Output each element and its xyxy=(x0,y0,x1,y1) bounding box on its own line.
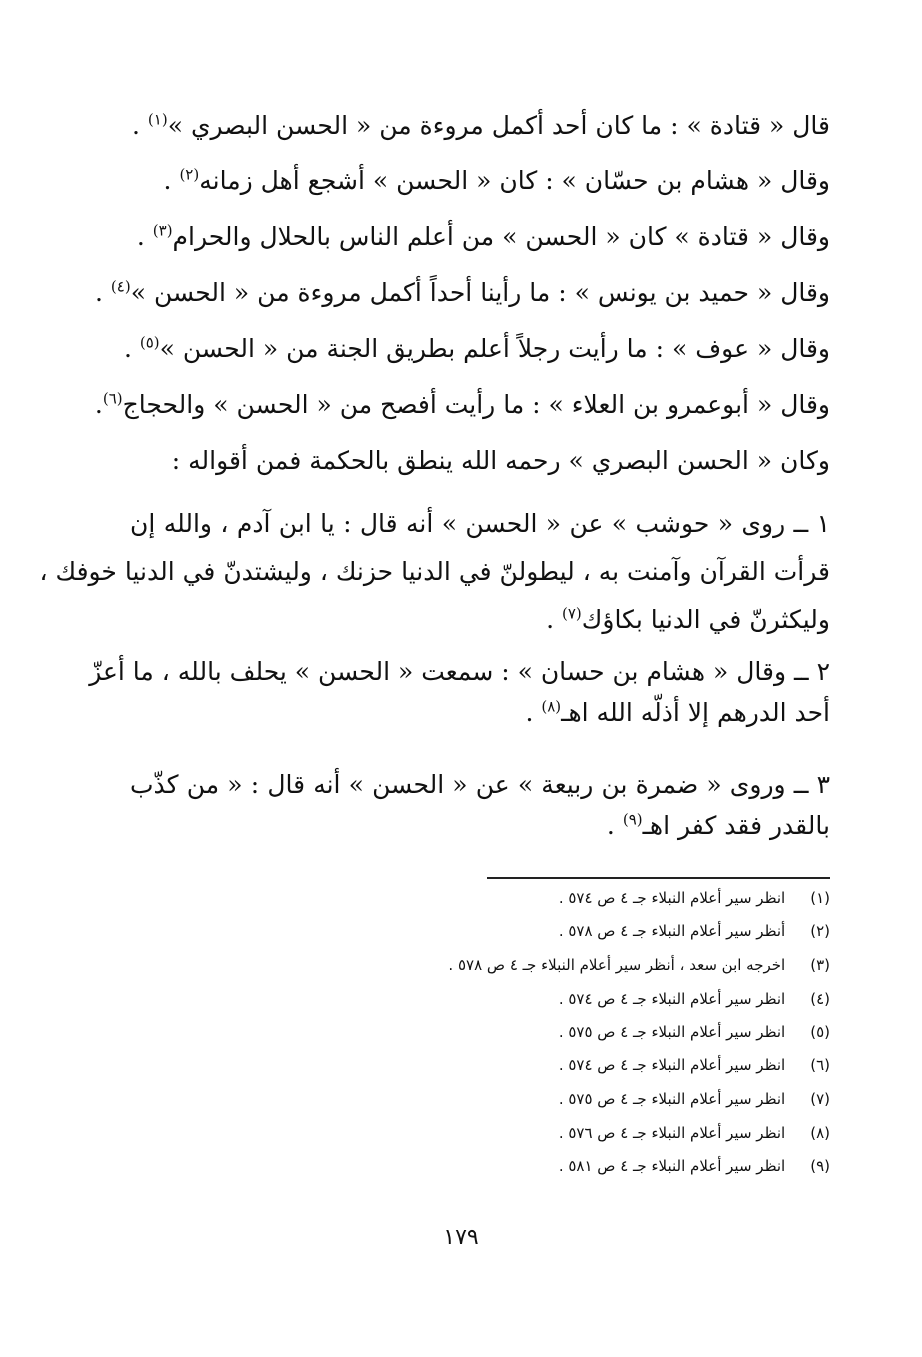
page-number: ١٧٩ xyxy=(443,1225,479,1250)
quote-line xyxy=(123,329,830,369)
footnote-item xyxy=(310,1018,830,1046)
footnote-item xyxy=(310,1085,830,1113)
footnote-text: انظر سير أعلام النبلاء جـ ٤ ص ٥٧٤ . xyxy=(558,889,786,907)
quote-end: . xyxy=(94,390,103,419)
saying-text: أحد الدرهم إلا أذلّه الله اهـ xyxy=(561,698,830,727)
saying-1-line-2: قرأت القرآن وآمنت به ، ليطولنّ في الدنيا حزنك ، وليشتدنّ في الدنيا خوفك ، xyxy=(39,557,830,586)
footnote-text: انظر سير أعلام النبلاء جـ ٤ ص ٥٧٦ . xyxy=(558,1124,786,1142)
footnote-item xyxy=(310,985,830,1013)
footnote-number: (٩) xyxy=(810,1157,830,1175)
footnote-ref[interactable]: (٣) xyxy=(152,221,173,240)
quote-text: وقال « قتادة » كان « الحسن » من أعلم الناس بالحلال والحرام xyxy=(172,222,830,251)
quote-line xyxy=(130,217,830,257)
quote-line xyxy=(130,441,830,481)
footnote-ref[interactable]: (٦) xyxy=(102,389,123,408)
footnote-item xyxy=(310,884,830,912)
footnote-text: انظر سير أعلام النبلاء جـ ٤ ص ٥٧٥ . xyxy=(558,1023,786,1041)
footnote-item xyxy=(310,1119,830,1147)
saying-end: . xyxy=(546,605,562,634)
saying-3-line-2 xyxy=(130,806,830,846)
quote-end: . xyxy=(132,111,148,140)
saying-text: بالقدر فقد كفر اهـ xyxy=(642,811,830,840)
footnote-item xyxy=(310,951,830,979)
quote-end: . xyxy=(163,166,180,195)
saying-2-line-1: ٢ ــ وقال « هشام بن حسان » : سمعت « الحسن » يحلف بالله ، ما أعزّ xyxy=(89,657,830,686)
quote-line xyxy=(95,273,830,313)
quote-text: وقال « عوف » : ما رأيت رجلاً أعلم بطريق الجنة من « الحسن » xyxy=(159,334,830,363)
footnote-item xyxy=(310,1152,830,1180)
saying-text: وليكثرنّ في الدنيا بكاؤك xyxy=(581,605,830,634)
quote-text: وقال « حميد بن يونس » : ما رأينا أحداً أكمل مروءة من « الحسن » xyxy=(130,278,830,307)
footnote-ref[interactable]: (٩) xyxy=(622,810,643,829)
footnote-number: (٤) xyxy=(810,990,830,1008)
footnote-item xyxy=(310,917,830,945)
saying-1-line-1: ١ ــ روى « حوشب » عن « الحسن » أنه قال : يا ابن آدم ، والله إن xyxy=(130,509,830,538)
footnote-ref[interactable]: (٤) xyxy=(110,277,131,296)
quote-end: . xyxy=(95,278,111,307)
footnote-text: انظر سير أعلام النبلاء جـ ٤ ص ٥٧٤ . xyxy=(558,990,786,1008)
saying-1-line-3 xyxy=(130,600,830,640)
quote-end: . xyxy=(123,334,140,363)
quote-line xyxy=(94,385,830,425)
footnote-text: انظر سير أعلام النبلاء جـ ٤ ص ٥٧٥ . xyxy=(558,1090,786,1108)
quote-text: وقال « هشام بن حسّان » : كان « الحسن » أشجع أهل زمانه xyxy=(199,166,830,195)
footnote-ref[interactable]: (٨) xyxy=(541,697,562,716)
footnote-number: (٦) xyxy=(810,1056,830,1074)
quote-line xyxy=(130,161,830,201)
footnote-number: (٧) xyxy=(810,1090,830,1108)
footnote-text: اخرجه ابن سعد ، أنظر سير أعلام النبلاء جـ ٤ ص ٥٧٨ . xyxy=(448,956,786,974)
quote-text: وكان « الحسن البصري » رحمه الله ينطق بالحكمة فمن أقواله : xyxy=(171,446,830,475)
footnote-text: انظر سير أعلام النبلاء جـ ٤ ص ٥٨١ . xyxy=(558,1157,786,1175)
footnote-number: (١) xyxy=(810,889,830,907)
saying-3-line-1: ٣ ــ وروى « ضمرة بن ربيعة » عن « الحسن » أنه قال : « من كذّب xyxy=(130,770,830,799)
quote-end: . xyxy=(136,222,153,251)
saying-2-line-2 xyxy=(130,693,830,733)
quote-text: قال « قتادة » : ما كان أحد أكمل مروءة من « الحسن البصري » xyxy=(167,111,830,140)
saying-end: . xyxy=(606,811,623,840)
footnote-number: (٣) xyxy=(810,956,830,974)
quote-line xyxy=(130,106,830,146)
footnote-text: أنظر سير أعلام النبلاء جـ ٤ ص ٥٧٨ . xyxy=(558,922,786,940)
footnote-divider xyxy=(487,877,830,879)
saying-end: . xyxy=(525,698,542,727)
footnote-number: (٥) xyxy=(810,1023,830,1041)
quote-text: وقال « أبوعمرو بن العلاء » : ما رأيت أفصح من « الحسن » والحجاج xyxy=(122,390,830,419)
footnote-ref[interactable]: (٧) xyxy=(561,604,582,623)
footnote-number: (٢) xyxy=(810,922,830,940)
footnote-ref[interactable]: (٥) xyxy=(139,333,160,352)
footnote-text: انظر سير أعلام النبلاء جـ ٤ ص ٥٧٤ . xyxy=(558,1056,786,1074)
footnote-ref[interactable]: (٢) xyxy=(179,165,200,184)
footnote-number: (٨) xyxy=(810,1124,830,1142)
footnote-ref[interactable]: (١) xyxy=(147,110,168,129)
footnote-item xyxy=(310,1051,830,1079)
